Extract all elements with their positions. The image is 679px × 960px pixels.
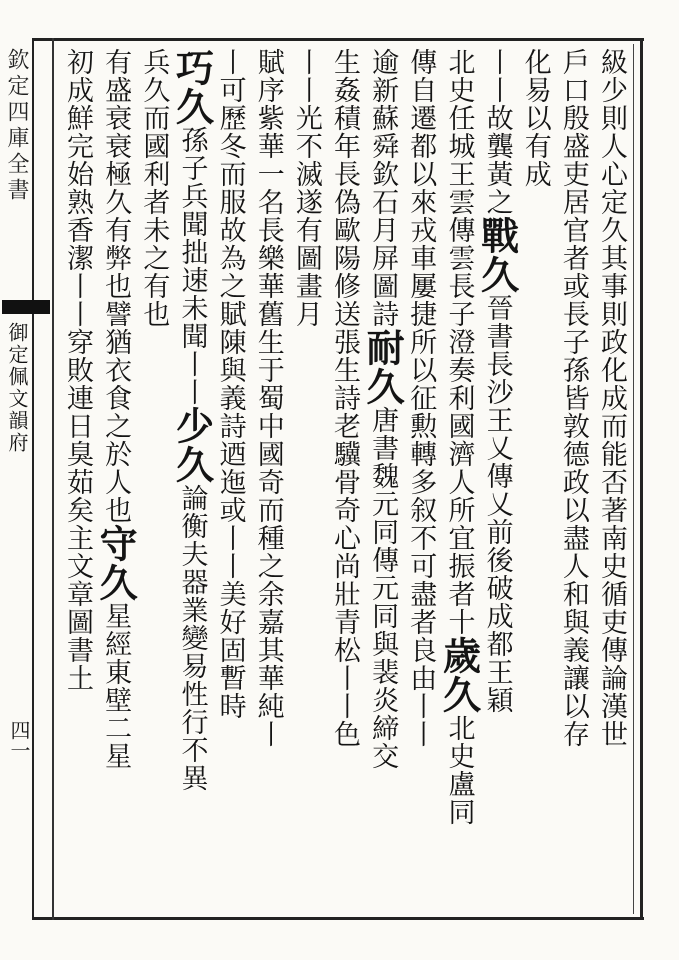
- column-text: 丨丨光不滅遂有圖畫月: [290, 48, 322, 328]
- page-number: 四一: [7, 720, 31, 760]
- column-text: 孫子兵聞拙速未聞丨丨: [176, 126, 208, 406]
- text-column: [325, 48, 363, 910]
- headword: 歲久: [436, 636, 482, 714]
- frame-top-rule: [32, 38, 644, 41]
- text-column: [169, 48, 215, 910]
- text-column: [287, 48, 325, 910]
- column-text: 主文章圖書土: [62, 524, 94, 692]
- text-column: [436, 48, 482, 910]
- headword: 巧久: [169, 48, 215, 126]
- column-text: 兵久而國利者未之有也: [138, 48, 170, 328]
- text-columns: [58, 48, 630, 910]
- column-text: 北史任城王雲傳雲長子澄奏利國濟人所宜振者十: [443, 48, 475, 636]
- running-title: 欽定四庫全書: [4, 48, 29, 204]
- headword: 耐久: [360, 328, 406, 406]
- column-text: 星經東壁二星: [100, 602, 132, 770]
- text-column: [592, 48, 630, 910]
- headword: 戰久: [474, 216, 520, 294]
- headword: 少久: [169, 406, 215, 484]
- column-text: 北史盧同: [443, 714, 475, 826]
- column-text: 唐書魏元同傳元同與裴炎締交: [367, 406, 399, 770]
- column-text: 有盛衰衰極久有弊也譬猶衣食之於人也: [100, 48, 132, 524]
- column-text: 論衡夫器業變易性行不異: [176, 484, 208, 792]
- frame-left-rule: [52, 38, 54, 920]
- headword: 守久: [93, 524, 139, 602]
- text-column: [93, 48, 139, 910]
- frame-inner-rule: [633, 44, 634, 914]
- column-text: 晉書長沙王乂傳乂前後破成都王穎: [481, 294, 513, 714]
- book-title: 御定佩文韻府: [5, 322, 29, 454]
- frame-right-rule: [640, 38, 643, 920]
- column-text: 級少則人心定久其事則政化成而能否著南史循吏傳論漢世: [596, 48, 627, 748]
- column-text: 初成鮮完始熟香潔丨丨穿敗連日臭茹矣: [62, 48, 94, 524]
- column-text: 戶口殷盛吏居官者或長子孫皆敦德政以盡人和與義讓以存: [557, 48, 589, 748]
- fish-tail-mark: [2, 300, 50, 314]
- column-text: 生姦積年長偽歐陽修送張生詩老驥骨奇心尚壯青松丨丨色: [329, 48, 361, 748]
- column-text: 化易以有成: [519, 48, 551, 188]
- column-text: 逾新蘇舜欽石月屏圖詩: [367, 48, 399, 328]
- text-column: [516, 48, 554, 910]
- column-text: 傳自遷都以來戎車屢捷所以征勲轉多叙不可盡者良由丨丨: [405, 48, 437, 748]
- text-column: [474, 48, 520, 910]
- column-text: 丨可歷冬而服故為之賦陳與義詩迺迤或丨丨美好固暫時: [214, 48, 246, 720]
- column-text: 賦序紫華一名長樂華舊生于蜀中國奇而種之余嘉其華純丨: [252, 48, 284, 748]
- text-column: [134, 48, 172, 910]
- text-column: [249, 48, 287, 910]
- text-column: [210, 48, 248, 910]
- frame-bottom-rule: [32, 917, 644, 920]
- text-column: [554, 48, 592, 910]
- text-column: [401, 48, 439, 910]
- column-text: 丨丨故龔黃之: [481, 48, 513, 216]
- text-column: [360, 48, 406, 910]
- text-column: [58, 48, 96, 910]
